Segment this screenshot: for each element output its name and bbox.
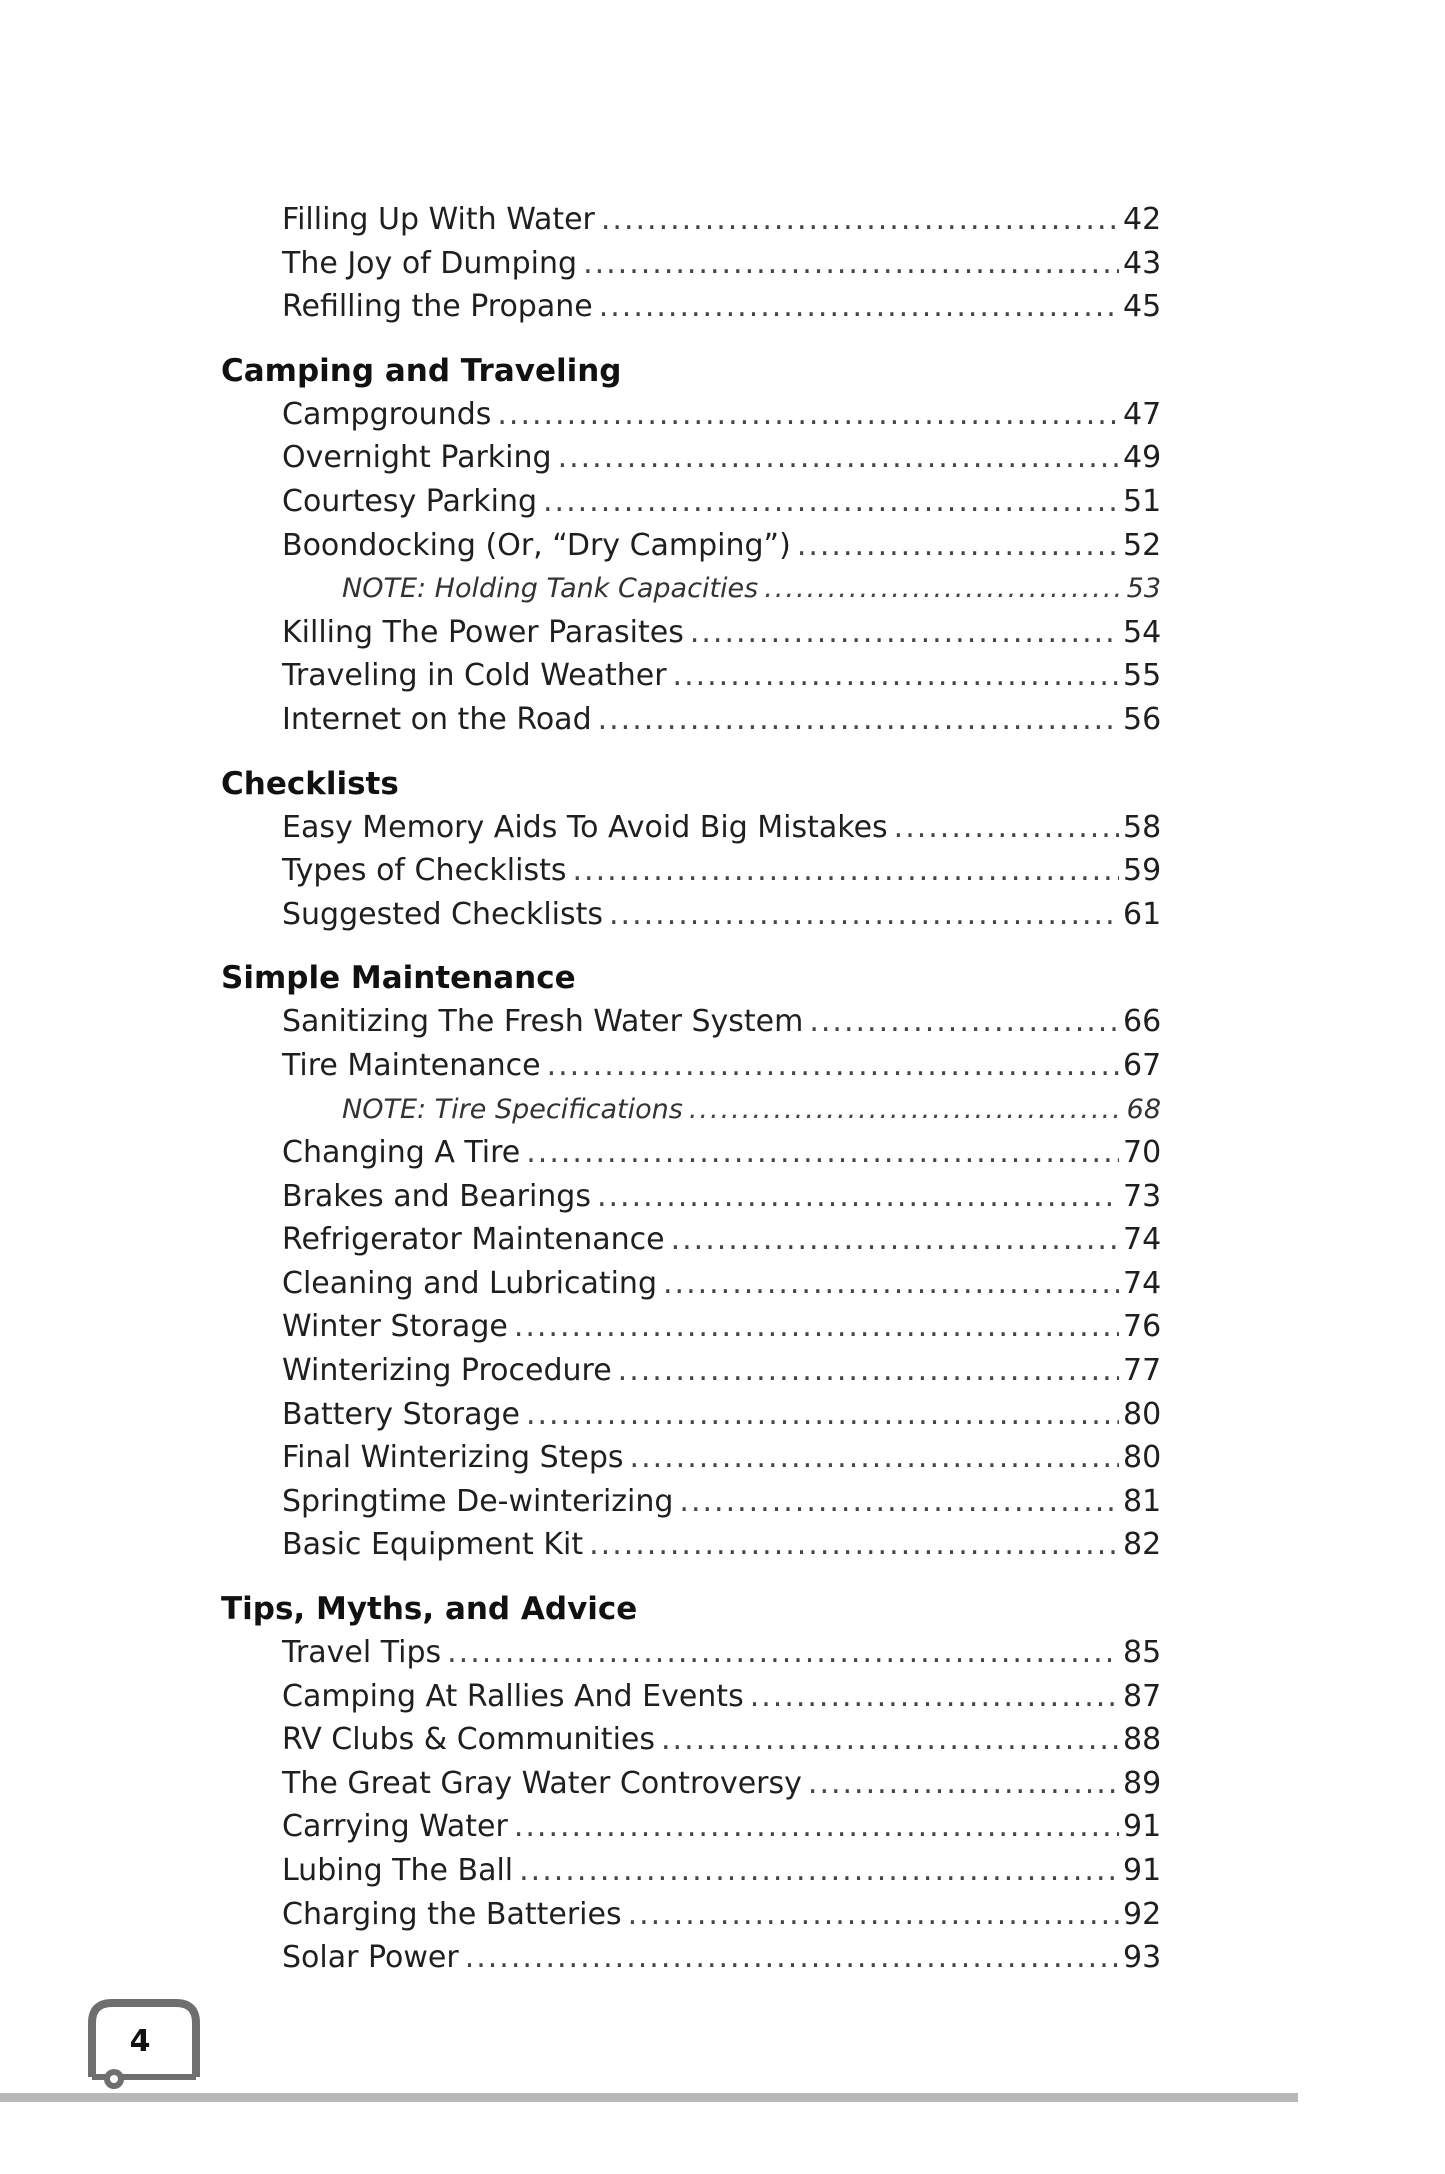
toc-entry-title: Camping At Rallies And Events [282, 1678, 744, 1714]
toc-entry-row [221, 1436, 1161, 1480]
toc-entry-row [221, 893, 1161, 937]
dot-leader [597, 1175, 1119, 1219]
toc-entry-row [221, 285, 1161, 329]
toc-entry-row [221, 1349, 1161, 1393]
dot-leader [628, 1893, 1119, 1937]
dot-leader [808, 1762, 1119, 1806]
dot-leader [514, 1805, 1119, 1849]
toc-entry-title: Overnight Parking [282, 440, 552, 476]
toc-entry-title: Lubing The Ball [282, 1853, 514, 1888]
section-heading: Simple Maintenance [221, 960, 576, 997]
toc-entry-row [221, 1893, 1161, 1937]
toc-entry-title: RV Clubs & Communities [282, 1722, 655, 1758]
dot-leader [598, 698, 1119, 742]
toc-entry-title: Solar Power [282, 1940, 459, 1976]
dot-leader [894, 806, 1119, 850]
toc-entry-title: Charging the Batteries [282, 1896, 622, 1932]
section-heading: Tips, Myths, and Advice [221, 1591, 638, 1628]
toc-entry-row [221, 1762, 1161, 1806]
toc-entry-title: Types of Checklists [282, 853, 567, 889]
dot-leader [526, 1393, 1119, 1437]
toc-entry-row [221, 1805, 1161, 1849]
toc-page-number: 73 [1123, 1178, 1162, 1214]
toc-entry-title: Easy Memory Aids To Avoid Big Mistakes [282, 809, 888, 845]
toc-page-number: 49 [1123, 440, 1162, 476]
toc-page-number: 43 [1123, 245, 1162, 281]
toc-page-number: 91 [1123, 1853, 1162, 1888]
toc-page-number: 51 [1123, 483, 1162, 519]
toc-page-number: 67 [1123, 1047, 1162, 1083]
camper-trailer-icon [84, 1995, 204, 2095]
dot-leader [690, 611, 1119, 655]
toc-entry-title: The Joy of Dumping [282, 245, 578, 281]
toc-entry-title: Refilling the Propane [282, 289, 593, 325]
table-of-contents [221, 198, 1161, 1980]
dot-leader [543, 480, 1119, 524]
dot-leader [447, 1631, 1119, 1675]
toc-entry-row [221, 1044, 1161, 1088]
toc-entry-title: Filling Up With Water [282, 202, 595, 237]
dot-leader [599, 285, 1119, 329]
dot-leader [519, 1849, 1119, 1893]
toc-entry-row [221, 1175, 1161, 1219]
toc-note-row [221, 567, 1161, 611]
toc-entry-title: Carrying Water [282, 1809, 508, 1845]
dot-leader [809, 1000, 1119, 1044]
toc-page-number: 80 [1123, 1396, 1162, 1432]
toc-entry-row [221, 849, 1161, 893]
toc-page-number: 58 [1123, 809, 1162, 845]
toc-entry-row [221, 1523, 1161, 1567]
toc-entry-title: Refrigerator Maintenance [282, 1222, 665, 1258]
toc-entry-title: Campgrounds [282, 396, 492, 432]
toc-page-number: 47 [1123, 396, 1162, 432]
dot-leader [797, 524, 1119, 568]
toc-page-number: 45 [1123, 289, 1162, 325]
toc-entry-title: Basic Equipment Kit [282, 1527, 584, 1563]
toc-page-number: 42 [1123, 202, 1162, 237]
toc-entry-row [221, 611, 1161, 655]
toc-entry-row [221, 198, 1161, 242]
toc-entry-row [221, 1631, 1161, 1675]
toc-page-number: 89 [1123, 1765, 1162, 1801]
toc-page-number: 70 [1123, 1135, 1162, 1171]
toc-entry-title: The Great Gray Water Controversy [282, 1765, 802, 1801]
toc-page-number: 52 [1123, 527, 1162, 563]
toc-page-number: 85 [1123, 1635, 1162, 1671]
toc-entry-title: Courtesy Parking [282, 483, 538, 519]
dot-leader [689, 1088, 1119, 1132]
toc-entry-row [221, 806, 1161, 850]
toc-entry-title: Suggested Checklists [282, 896, 604, 932]
dot-leader [663, 1262, 1119, 1306]
toc-entry-row [221, 524, 1161, 568]
toc-entry-row [221, 654, 1161, 698]
toc-entry-row [221, 1393, 1161, 1437]
dot-leader [497, 393, 1119, 437]
toc-page-number: 92 [1123, 1896, 1162, 1932]
toc-page-number: 74 [1123, 1265, 1162, 1301]
toc-entry-row [221, 1218, 1161, 1262]
toc-entry-row [221, 1305, 1161, 1349]
toc-entry-title: NOTE: Tire Specifications [342, 1093, 683, 1125]
toc-page-number: 56 [1123, 701, 1162, 737]
toc-entry-title: NOTE: Holding Tank Capacities [342, 573, 759, 605]
toc-entry-title: Cleaning and Lubricating [282, 1265, 657, 1301]
toc-entry-row [221, 480, 1161, 524]
dot-leader [671, 1218, 1119, 1262]
toc-entry-row [221, 1718, 1161, 1762]
dot-leader [465, 1936, 1119, 1980]
toc-entry-row [221, 1675, 1161, 1719]
toc-page-number: 61 [1123, 896, 1162, 932]
toc-entry-row [221, 1000, 1161, 1044]
dot-leader [609, 893, 1119, 937]
page-number: 4 [129, 2024, 151, 2059]
toc-page-number: 76 [1123, 1309, 1162, 1345]
toc-entry-title: Internet on the Road [282, 701, 592, 737]
toc-entry-title: Tire Maintenance [282, 1047, 541, 1083]
toc-entry-title: Changing A Tire [282, 1135, 521, 1171]
toc-entry-title: Travel Tips [282, 1635, 442, 1671]
toc-page-number: 91 [1123, 1809, 1162, 1845]
toc-page-number: 54 [1123, 614, 1162, 650]
toc-page-number: 80 [1123, 1440, 1162, 1476]
toc-entry-row [221, 1849, 1161, 1893]
toc-entry-title: Winter Storage [282, 1309, 508, 1345]
toc-entry-row [221, 698, 1161, 742]
dot-leader [601, 198, 1119, 242]
dot-leader [547, 1044, 1119, 1088]
toc-entry-row [221, 1936, 1161, 1980]
dot-leader [630, 1436, 1119, 1480]
toc-entry-title: Battery Storage [282, 1396, 520, 1432]
toc-page-number: 77 [1123, 1353, 1162, 1389]
dot-leader [618, 1349, 1119, 1393]
dot-leader [583, 242, 1119, 286]
toc-page-number: 55 [1123, 658, 1162, 694]
toc-entry-title: Brakes and Bearings [282, 1178, 591, 1214]
dot-leader [764, 567, 1119, 611]
toc-page-number: 74 [1123, 1222, 1162, 1258]
toc-page-number: 82 [1123, 1527, 1162, 1563]
toc-entry-row [221, 1262, 1161, 1306]
dot-leader [673, 654, 1119, 698]
dot-leader [750, 1675, 1119, 1719]
toc-entry-title: Boondocking (Or, “Dry Camping”) [282, 527, 791, 563]
toc-page-number: 88 [1123, 1722, 1162, 1758]
toc-page-number: 93 [1123, 1940, 1162, 1976]
toc-entry-title: Traveling in Cold Weather [282, 658, 667, 694]
toc-page-number: 53 [1126, 573, 1161, 605]
toc-entry-row [221, 242, 1161, 286]
toc-page-number: 81 [1123, 1483, 1162, 1519]
dot-leader [558, 436, 1119, 480]
toc-entry-title: Killing The Power Parasites [282, 614, 684, 650]
toc-entry-title: Springtime De-winterizing [282, 1483, 674, 1519]
toc-entry-title: Final Winterizing Steps [282, 1440, 624, 1476]
dot-leader [573, 849, 1119, 893]
toc-page-number: 87 [1123, 1678, 1162, 1714]
toc-entry-row [221, 1480, 1161, 1524]
dot-leader [514, 1305, 1119, 1349]
toc-note-row [221, 1088, 1161, 1132]
dot-leader [526, 1131, 1119, 1175]
toc-entry-row [221, 436, 1161, 480]
toc-entry-row [221, 1131, 1161, 1175]
dot-leader [679, 1480, 1119, 1524]
toc-page-number: 68 [1126, 1093, 1161, 1125]
toc-entry-row [221, 393, 1161, 437]
section-heading: Camping and Traveling [221, 352, 622, 389]
section-heading: Checklists [221, 765, 399, 802]
dot-leader [661, 1718, 1119, 1762]
toc-entry-title: Winterizing Procedure [282, 1353, 612, 1389]
toc-page-number: 66 [1123, 1004, 1162, 1040]
toc-entry-title: Sanitizing The Fresh Water System [282, 1004, 804, 1040]
dot-leader [589, 1523, 1119, 1567]
footer-rule [0, 2093, 1298, 2102]
toc-page-number: 59 [1123, 853, 1162, 889]
